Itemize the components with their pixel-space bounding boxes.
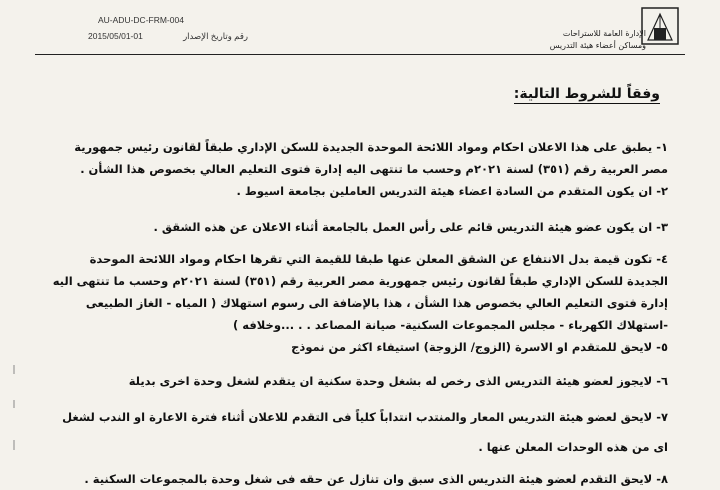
condition-item-7: ٧- لايحق لعضو هيئة التدريس المعار والمنتدب انتداباً كلياً فى التقدم للاعلان أثناء فترة الاعارة او الندب لشغل اى من هذه الوحدات المعلن عنها . [62, 410, 668, 454]
org-line-2: ومساكن أعضاء هيئة التدريس [549, 41, 646, 50]
scan-margin-marks [10, 360, 18, 460]
header-divider [35, 54, 685, 55]
condition-item-6: ٦- لايجوز لعضو هيئة التدريس الذى رخص له بشغل وحدة سكنية ان يتقدم لشغل وحدة اخرى بديلة [128, 374, 668, 388]
condition-item-2: ٢- ان يكون المتقدم من السادة اعضاء هيئة التدريس العاملين بجامعة اسيوط . [236, 184, 668, 198]
org-line-1: الإدارة العامة للاستراحات [562, 29, 646, 38]
section-heading: وفقاً للشروط التالية: [513, 86, 660, 102]
issue-label: رقم وتاريخ الإصدار [183, 31, 248, 41]
issue-date: 2015/05/01-01 [88, 31, 143, 41]
condition-item-1: ١- يطبق على هذا الاعلان احكام ومواد اللائحة الموحدة الجديدة للسكن الإداري طبقاً لقانون رئيس جمهورية مصر العربية رقم (٣٥١) لسنة ٢٠٢١م وحسب ما تنتهى اليه إدارة فتوى التعليم العالي بخصوص هذا الشأن . [74, 140, 668, 176]
form-code-block [88, 12, 248, 44]
condition-item-5: ٥- لايحق للمتقدم او الاسرة (الزوج/ الزوجة) استيفاء اكثر من نموذج [291, 340, 668, 354]
condition-item-4: ٤- تكون قيمة بدل الانتفاع عن الشقق المعلن عنها طبقا للقيمة التي تقرها احكام ومواد اللائحة الموحدة الجديدة للسكن الإداري طبقاً لقانون رئيس جمهورية مصر العربية رقم (٣٥١) لسنة ٢٠٢١م وحسب ما تنتهى اليه إدارة فتوى التعليم العالي بخصوص هذا الشأن ، هذا بالإضافة الى رسوم استهلاك ( المياه - الغاز الطبيعى -استهلاك الكهرباء - مجلس المجموعات السكنية- صيانة المصاعد . . ...وخلافه ) [52, 252, 668, 332]
university-logo-icon [640, 6, 680, 46]
conditions-list [48, 136, 668, 490]
condition-item-8: ٨- لايحق التقدم لعضو هيئة التدريس الذى سبق وان تنازل عن حقه فى شغل وحدة بالمجموعات السكنية . [84, 472, 668, 486]
form-code: AU-ADU-DC-FRM-004 [98, 15, 184, 25]
organization-name [516, 28, 646, 52]
condition-item-3: ٣- ان يكون عضو هيئة التدريس قائم على رأس العمل بالجامعة أثناء الاعلان عن هذه الشقق . [153, 220, 668, 234]
